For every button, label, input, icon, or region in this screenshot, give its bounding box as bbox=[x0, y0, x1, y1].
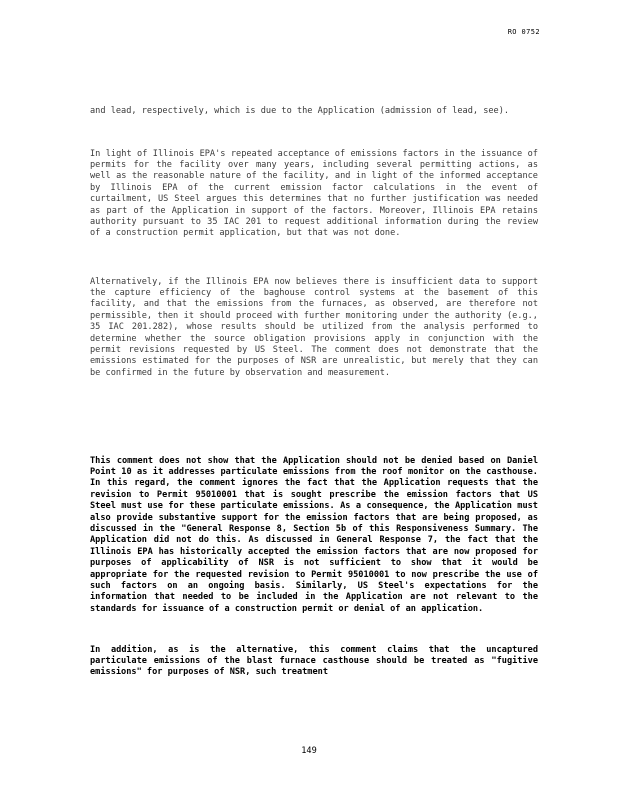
document-id: RO 0752 bbox=[507, 28, 540, 36]
paragraph-4: This comment does not show that the Application should not be denied based on Daniel Point 10 as it addresses particulate emissions from the roof monitor on the casthouse. In this regard, the comment ignores the fact that the Application requests that the revision to Permit 95010001 that is sought prescribe the emission factors that US Steel must use for these particulate emissions. As a consequence, the Application must also provide substantive support for the emission factors that are being proposed, as discussed in the "General Response 8, Section 5b of this Responsiveness Summary. The Application did not do this. As discussed in General Response 7, the fact that the Illinois EPA has historically accepted the emission factors that are now proposed for purposes of applicability of NSR is not sufficient to show that it would be appropriate for the requested revision to Permit 95010001 to now prescribe the use of such factors on an ongoing basis. Similarly, US Steel's expectations for the information that needed to be included in the Application are not relevant to the standards for issuance of a construction permit or denial of an application. bbox=[90, 455, 538, 614]
paragraph-2: In light of Illinois EPA's repeated acceptance of emissions factors in the issuance of permits for the facility over many years, including several permitting actions, as well as the reasonable nature of the facility, and in light of the informed acceptance by Illinois EPA of the current emission factor calculations in the event of curtailment, US Steel argues this determines that no further justification was needed as part of the Application in support of the factors. Moreover, Illinois EPA retains authority pursuant to 35 IAC 201 to request additional information during the review of a construction permit application, but that was not done. bbox=[90, 148, 538, 239]
page-number: 149 bbox=[301, 746, 317, 756]
paragraph-5: In addition, as is the alternative, this comment claims that the uncaptured particulate emissions of the blast furnace casthouse should be treated as "fugitive emissions" for purposes of NSR, such treatment bbox=[90, 644, 538, 678]
paragraph-1: and lead, respectively, which is due to the Application (admission of lead, see). bbox=[90, 105, 510, 116]
paragraph-3: Alternatively, if the Illinois EPA now believes there is insufficient data to support the capture efficiency of the baghouse control systems at the basement of this facility, and that the emissions from the furnaces, as observed, are therefore not permissible, then it should proceed with further monitoring under the authority (e.g., 35 IAC 201.282), whose results should be utilized from the analysis performed to determine whether the source obligation provisions apply in conjunction with the permit revisions requested by US Steel. The comment does not demonstrate that the emissions estimated for the purposes of NSR are unrealistic, but merely that they can be confirmed in the future by observation and measurement. bbox=[90, 276, 538, 378]
